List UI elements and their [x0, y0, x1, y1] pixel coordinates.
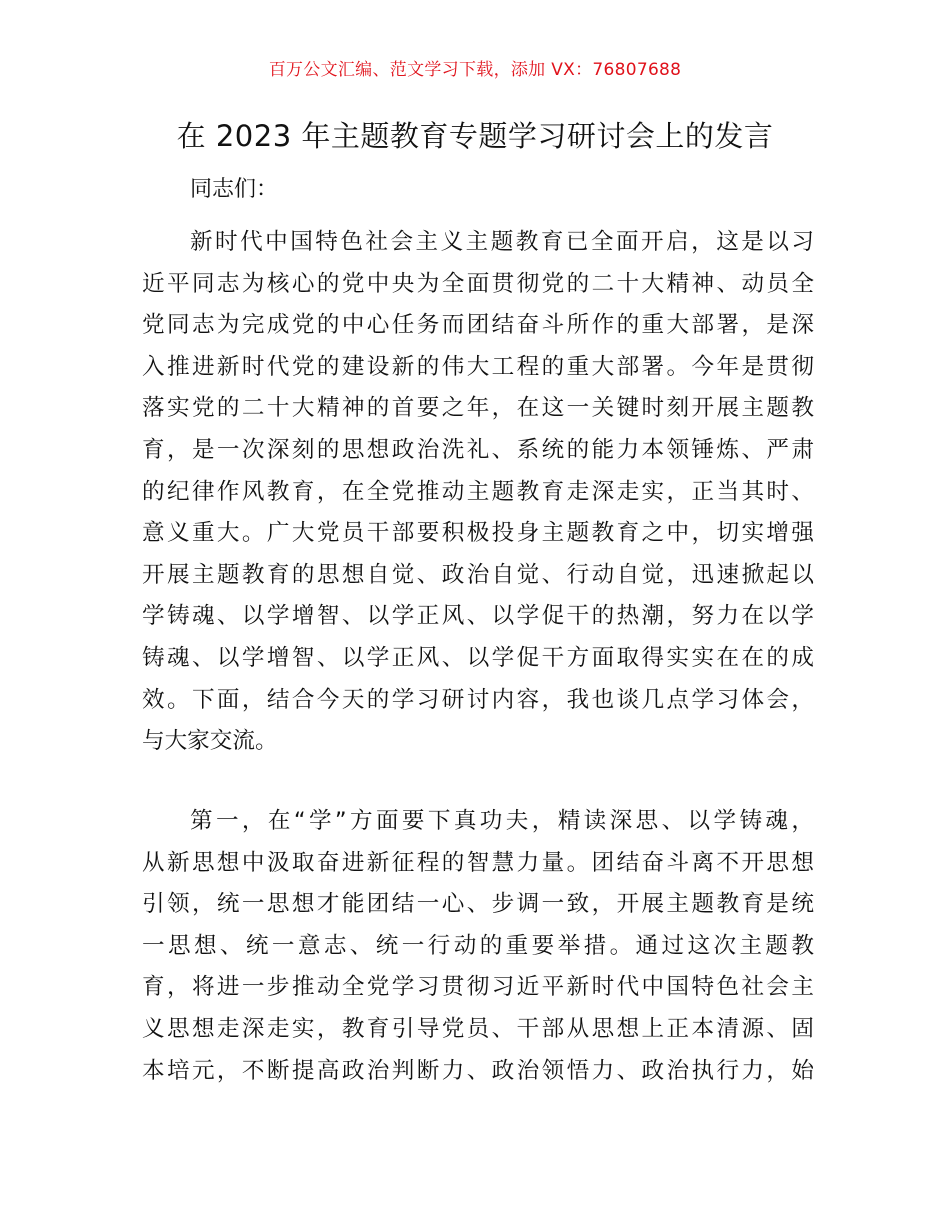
- text-line: 从新思想中汲取奋进新征程的智慧力量。团结奋斗离不开思想: [142, 849, 814, 876]
- text-line: 第一，在“学”方面要下真功夫，精读深思、以学铸魂，: [190, 808, 814, 834]
- text-line: 引领，统一思想才能团结一心、步调一致，开展主题教育是统: [142, 891, 814, 918]
- text-line: 近平同志为核心的党中央为全面贯彻党的二十大精神、动员全: [142, 270, 814, 297]
- text-line: 本培元，不断提高政治判断力、政治领悟力、政治执行力，始: [142, 1057, 814, 1084]
- text-line: 义思想走深走实，教育引导党员、干部从思想上正本清源、固: [142, 1015, 814, 1042]
- text-line: 新时代中国特色社会主义主题教育已全面开启，这是以习: [190, 229, 814, 255]
- text-line: 的纪律作风教育，在全党推动主题教育走深走实，正当其时、: [142, 478, 814, 505]
- text-line: 育，是一次深刻的思想政治洗礼、系统的能力本领锤炼、严肃: [142, 436, 814, 463]
- paragraph-2: [142, 801, 814, 1092]
- text-line: 一思想、统一意志、统一行动的重要举措。通过这次主题教: [142, 932, 814, 959]
- document-title: 在 2023 年主题教育专题学习研讨会上的发言: [176, 119, 774, 153]
- text-line: 开展主题教育的思想自觉、政治自觉、行动自觉，迅速掀起以: [142, 561, 814, 588]
- text-line: 意义重大。广大党员干部要积极投身主题教育之中，切实增强: [142, 520, 814, 547]
- salutation: 同志们：: [190, 177, 279, 202]
- text-line: 学铸魂、以学增智、以学正风、以学促干的热潮，努力在以学: [142, 603, 814, 630]
- text-line: 落实党的二十大精神的首要之年，在这一关键时刻开展主题教: [142, 395, 814, 422]
- text-line: 党同志为完成党的中心任务而团结奋斗所作的重大部署，是深: [142, 312, 814, 339]
- text-line: 铸魂、以学增智、以学正风、以学促干方面取得实实在在的成: [142, 644, 814, 671]
- text-line: 与大家交流。: [142, 728, 278, 755]
- text-line: 育，将进一步推动全党学习贯彻习近平新时代中国特色社会主: [142, 974, 814, 1001]
- text-line: 效。下面，结合今天的学习研讨内容，我也谈几点学习体会，: [142, 686, 814, 713]
- paragraph-1: [142, 222, 814, 763]
- text-line: 入推进新时代党的建设新的伟大工程的重大部署。今年是贯彻: [142, 353, 814, 380]
- watermark-banner: 百万公文汇编、范文学习下载，添加 VX：76807688: [268, 60, 682, 80]
